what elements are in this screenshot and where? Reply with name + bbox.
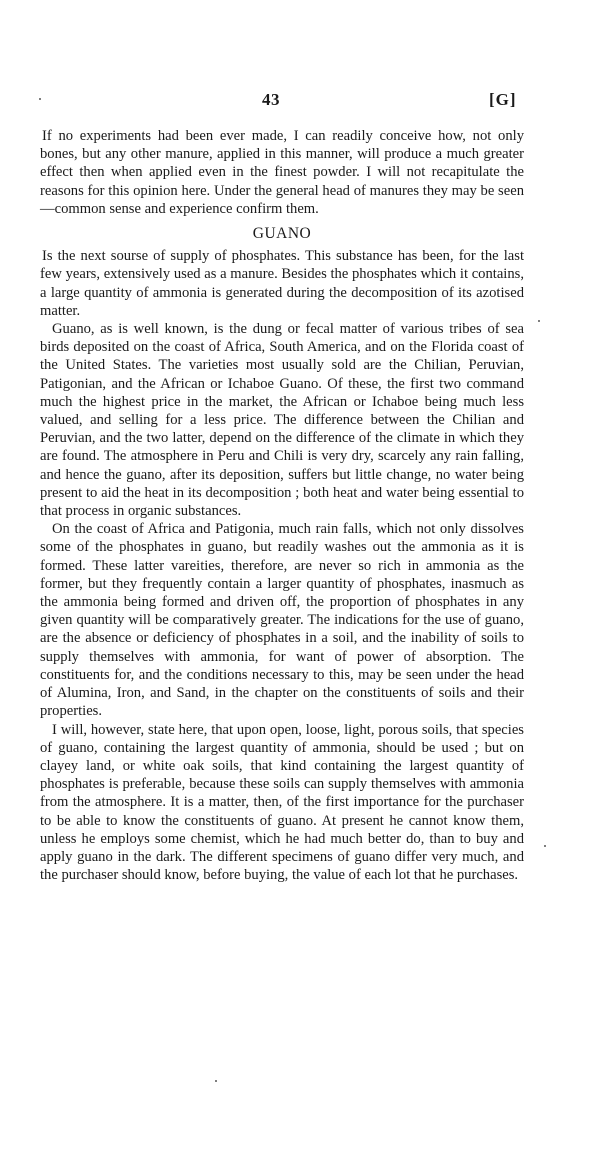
page-number: 43 bbox=[262, 90, 280, 109]
signature-mark: [G] bbox=[489, 90, 517, 109]
guano-paragraph-3: On the coast of Africa and Patigonia, much rain falls, which not only dissolves some of the phosphates in guano, but readily washes out the ammonia as it is formed. These latter vareities, therefore, are never so rich in ammonia as the former, but they frequently contain a larger quantity of phosphates, inasmuch as the ammonia being formed and driven off, the proportion of phosphates in any given quantity will be comparatively greater. The indications for the use of guano, are the absence or deficiency of phosphates in a soil, and the inability of soils to supply themselves with ammonia, for want of power of absorption. The constituents for, and the conditions necessary to this, may be seen under the head of Alumina, Iron, and Sand, in the chapter on the constituents of soils and their properties. bbox=[40, 521, 524, 720]
guano-paragraph-4: I will, however, state here, that upon open, loose, light, porous soils, that species of guano, containing the largest quantity of ammonia, should be used ; but on clayey land, or white oak soils, that kind containing the largest quantity of phosphates is preferable, because these soils can supply themselves with ammonia from the atmosphere. It is a matter, then, of the first importance for the purchaser to be able to know the constituents of guano. At present he cannot know them, unless he employs some chemist, which he had much better do, than to buy and apply guano in the dark. The different specimens of guano differ very much, and the purchaser should know, before buying, the value of each lot that he purchases. bbox=[40, 721, 524, 884]
body-text bbox=[40, 127, 524, 884]
print-speck bbox=[39, 98, 41, 100]
intro-paragraph: If no experiments had been ever made, I can readily conceive how, not only bones, but any other manure, applied in this manner, will produce a much greater effect then when applied even in the finest powder. I will not recapitulate the reasons for this opinion here. Under the general head of manures they may be seen—common sense and experience confirm them. bbox=[40, 128, 524, 217]
guano-paragraph-2: Guano, as is well known, is the dung or fecal matter of various tribes of sea birds deposited on the coast of Africa, South America, and on the Florida coast of the United States. The varieties most usually sold are the Chilian, Peruvian, Patigonian, and the African or Ichaboe Guano. Of these, the first two command much the highest price in the market, the African or Ichaboe being much less valued, and selling for a less price. The difference between the Chilian and Peruvian, and the two latter, depend on the difference of the climate in which they are found. The atmosphere in Peru and Chili is very dry, scarcely any rain falling, and hence the guano, after its deposition, suffers but little change, no water being present to aid the heat in its decomposition ; both heat and water being essential to that process in organic substances. bbox=[40, 321, 524, 520]
section-heading: GUANO bbox=[252, 225, 312, 243]
print-speck bbox=[544, 845, 546, 847]
page-header bbox=[0, 90, 600, 110]
print-speck bbox=[215, 1080, 217, 1082]
guano-paragraph-1: Is the next sourse of supply of phosphates. This substance has been, for the last few years, extensively used as a manure. Besides the phosphates which it contains, a large quantity of ammonia is generated during the decomposition of its azotised matter. bbox=[40, 248, 524, 319]
print-speck bbox=[538, 320, 540, 322]
